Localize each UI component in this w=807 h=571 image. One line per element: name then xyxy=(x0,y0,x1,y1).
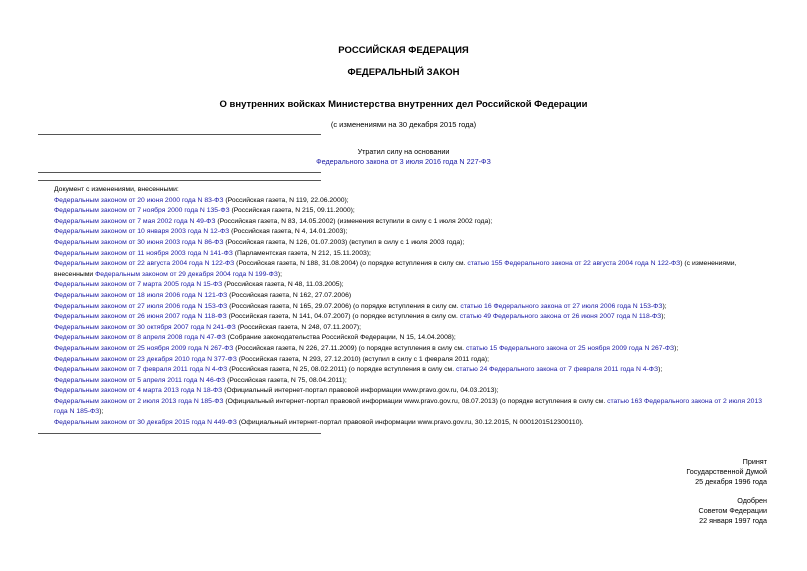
amendment-source-text: (Российская газета, N 226, 27.11.2009) (о порядке вступления в силу см. xyxy=(233,344,466,352)
amendment-law-link[interactable]: Федеральным законом от 7 ноября 2000 года N 135-ФЗ xyxy=(54,207,230,215)
divider xyxy=(38,134,321,135)
amendment-law-link[interactable]: Федеральным законом от 7 мая 2002 года N 49-ФЗ xyxy=(54,217,216,225)
amendment-source-text: ); xyxy=(99,408,104,416)
amendment-law-link[interactable]: статью 49 Федерального закона от 26 июня 2007 года N 118-ФЗ xyxy=(459,313,662,321)
amendment-source-text: (Российская газета, N 162, 27.07.2006) xyxy=(227,291,352,299)
amendment-source-text: (Российская газета, N 215, 09.11.2000); xyxy=(229,207,355,215)
amendment-source-text: ) (с изменениями, внесенными xyxy=(54,260,737,278)
amendment-source-text: (Российская газета, N 293, 27.12.2010) (вступил в силу с 1 февраля 2011 года); xyxy=(236,355,490,363)
amendment-source-text: (Российская газета, N 188, 31.08.2004) (о порядке вступления в силу см. xyxy=(234,260,468,268)
status-line: Утратил силу на основании xyxy=(357,147,450,156)
amendment-law-link[interactable]: Федеральным законом от 2 июля 2013 года N 185-ФЗ xyxy=(54,397,224,405)
amendment-item xyxy=(38,217,770,228)
amendment-item xyxy=(38,227,770,238)
amendment-item xyxy=(38,333,770,344)
amendment-law-link[interactable]: Федеральным законом от 25 ноября 2009 года N 267-ФЗ xyxy=(54,344,234,352)
amendments-heading: Документ с изменениями, внесенными: xyxy=(54,186,179,193)
revision-note: (с изменениями на 30 декабря 2015 года) xyxy=(330,120,477,129)
amendment-law-link[interactable]: статью 163 Федерального закона от 2 июля 2013 года N 185-ФЗ xyxy=(54,397,763,416)
amendment-law-link[interactable]: статью 24 Федерального закона от 7 февраля 2011 года N 4-ФЗ xyxy=(456,366,659,374)
amendment-law-link[interactable]: Федеральным законом от 5 апреля 2011 года N 46-ФЗ xyxy=(54,376,226,384)
amendment-law-link[interactable]: Федеральным законом от 7 февраля 2011 года N 4-ФЗ xyxy=(54,366,228,374)
amendment-law-link[interactable]: Федеральным законом от 4 марта 2013 года N 18-ФЗ xyxy=(54,387,223,395)
amendment-law-link[interactable]: Федеральным законом от 23 декабря 2010 года N 377-ФЗ xyxy=(54,355,237,363)
amendment-source-text: (Российская газета, N 25, 08.02.2011) (о порядке вступления в силу см. xyxy=(227,366,457,374)
amendment-item xyxy=(38,376,770,387)
amendment-law-link[interactable]: Федеральным законом от 26 июня 2007 года N 118-ФЗ xyxy=(54,313,227,321)
amendment-law-link[interactable]: Федеральным законом от 20 июня 2000 года N 83-ФЗ xyxy=(54,196,224,204)
amendment-source-text: (Российская газета, N 248, 07.11.2007); xyxy=(235,323,362,331)
amendment-source-text: ); xyxy=(277,270,283,278)
amendment-item xyxy=(38,312,770,323)
amendment-item xyxy=(38,344,770,355)
amendment-source-text: ); xyxy=(661,313,666,321)
country-heading: РОССИЙСКАЯ ФЕДЕРАЦИЯ xyxy=(338,45,469,56)
amendment-law-link[interactable]: Федеральным законом от 30 октября 2007 года N 241-ФЗ xyxy=(54,323,236,331)
amendment-source-text: (Российская газета, N 83, 14.05.2002) (изменения вступили в силу с 1 июля 2002 года); xyxy=(215,217,493,225)
amendment-law-link[interactable]: Федеральным законом от 8 апреля 2008 года N 47-ФЗ xyxy=(54,334,226,342)
amendment-item xyxy=(38,323,770,334)
amendment-item xyxy=(38,206,770,217)
amendment-law-link[interactable]: Федеральным законом от 22 августа 2004 года N 122-ФЗ xyxy=(54,260,235,268)
amendment-law-link[interactable]: Федеральным законом от 29 декабря 2004 года N 199-ФЗ xyxy=(95,270,278,278)
amendment-item xyxy=(38,355,770,366)
approved-block xyxy=(699,496,767,527)
amendment-item xyxy=(38,249,770,260)
divider xyxy=(38,433,321,434)
amendment-law-link[interactable]: Федеральным законом от 30 июня 2003 года N 86-ФЗ xyxy=(54,238,224,246)
adopted-body: Государственной Думой xyxy=(686,467,767,477)
amendment-source-text: (Российская газета, N 141, 04.07.2007) (о порядке вступления в силу см. xyxy=(226,313,460,321)
approved-label: Одобрен xyxy=(737,496,767,505)
amendment-source-text: (Собрание законодательства Российской Федерации, N 15, 14.04.2008); xyxy=(225,334,456,342)
divider xyxy=(38,180,321,181)
adopted-block xyxy=(686,457,767,488)
amendment-source-text: (Российская газета, N 165, 29.07.2006) (о порядке вступления в силу см. xyxy=(227,302,461,310)
amendment-law-link[interactable]: Федеральным законом от 18 июля 2006 года N 121-ФЗ xyxy=(54,291,228,299)
amendment-law-link[interactable]: Федеральным законом от 27 июля 2006 года N 153-ФЗ xyxy=(54,302,228,310)
amendment-item xyxy=(38,291,770,302)
amendment-law-link[interactable]: Федеральным законом от 30 декабря 2015 года N 449-ФЗ xyxy=(54,419,237,427)
divider xyxy=(38,172,321,173)
amendments-list xyxy=(38,185,770,429)
repeal-law-link[interactable]: Федерального закона от 3 июля 2016 года N 227-ФЗ xyxy=(316,157,491,166)
amendment-source-text: (Официальный интернет-портал правовой информации www.pravo.gov.ru, 04.03.2013); xyxy=(222,387,499,395)
amendment-item xyxy=(38,302,770,313)
adopted-date: 25 декабря 1996 года xyxy=(695,477,767,487)
amendment-item xyxy=(38,418,770,429)
amendment-source-text: (Российская газета, N 119, 22.06.2000); xyxy=(223,196,349,204)
amendment-law-link[interactable]: Федеральным законом от 11 ноября 2003 года N 141-ФЗ xyxy=(54,249,233,257)
amendment-item xyxy=(38,365,770,376)
amendment-source-text: (Парламентская газета, N 212, 15.11.2003); xyxy=(232,249,371,257)
amendment-item xyxy=(38,259,770,280)
law-title: О внутренних войсках Министерства внутренних дел Российской Федерации xyxy=(219,99,588,110)
amendment-source-text: (Российская газета, N 126, 01.07.2003) (вступил в силу с 1 июля 2003 года); xyxy=(223,238,465,246)
amendment-law-link[interactable]: статью 16 Федерального закона от 27 июля 2006 года N 153-ФЗ xyxy=(460,302,663,310)
amendment-source-text: ); xyxy=(674,344,679,352)
amendment-law-link[interactable]: статью 155 Федерального закона от 22 августа 2004 года N 122-ФЗ xyxy=(467,260,681,268)
approved-date: 22 января 1997 года xyxy=(699,516,767,526)
amendment-item xyxy=(38,397,770,418)
amendment-item xyxy=(38,196,770,207)
approved-body: Советом Федерации xyxy=(698,506,767,516)
amendment-item xyxy=(38,238,770,249)
amendment-source-text: ); xyxy=(658,366,663,374)
amendment-source-text: (Российская газета, N 4, 14.01.2003); xyxy=(229,228,348,236)
amendments-items xyxy=(38,196,770,429)
amendment-item xyxy=(38,280,770,291)
amendment-item xyxy=(38,386,770,397)
doc-type-heading: ФЕДЕРАЛЬНЫЙ ЗАКОН xyxy=(347,67,460,78)
amendment-law-link[interactable]: Федеральным законом от 10 января 2003 года N 12-ФЗ xyxy=(54,228,230,236)
amendment-source-text: (Российская газета, N 48, 11.03.2005); xyxy=(222,281,344,289)
amendment-source-text: (Официальный интернет-портал правовой информации www.pravo.gov.ru, 30.12.2015, N 0001201512300110). xyxy=(236,419,584,427)
amendment-law-link[interactable]: статью 15 Федерального закона от 25 ноября 2009 года N 267-ФЗ xyxy=(465,344,675,352)
amendment-law-link[interactable]: Федеральным законом от 7 марта 2005 года N 15-ФЗ xyxy=(54,281,223,289)
amendment-source-text: (Официальный интернет-портал правовой информации www.pravo.gov.ru, 08.07.2013) (о порядке вступления в силу см. xyxy=(223,397,608,405)
amendment-source-text: ); xyxy=(662,302,667,310)
adopted-label: Принят xyxy=(742,457,767,466)
amendment-source-text: (Российская газета, N 75, 08.04.2011); xyxy=(225,376,347,384)
